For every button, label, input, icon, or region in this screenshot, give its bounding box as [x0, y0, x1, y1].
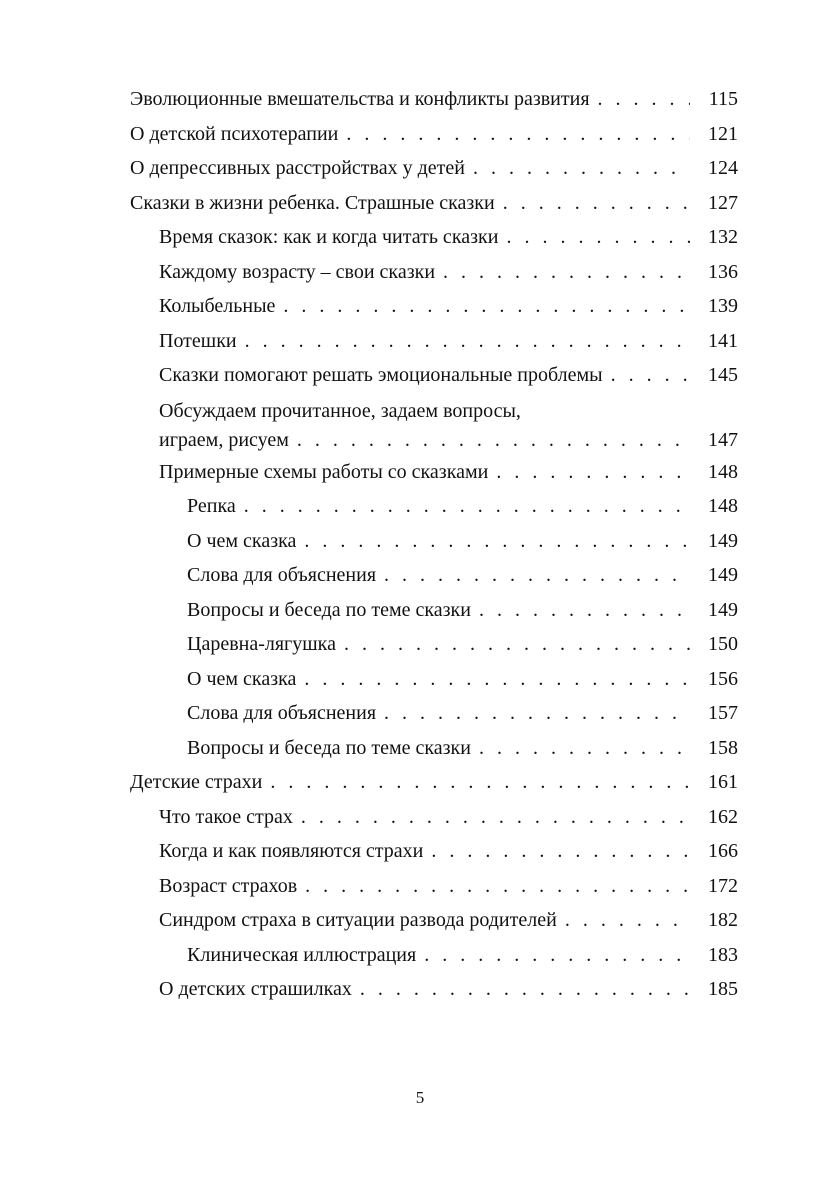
leader-dots — [498, 220, 690, 255]
toc-entry-title: Время сказок: как и когда читать сказки — [159, 226, 499, 248]
leader-dots — [495, 186, 690, 221]
toc-entry — [130, 489, 738, 524]
leader-dots — [557, 903, 690, 938]
leader-dots — [289, 425, 690, 455]
toc-entry-page: 162 — [708, 805, 738, 828]
toc-entry-page: 124 — [708, 157, 738, 179]
leader-dots — [262, 765, 690, 800]
toc-entry-page: 121 — [708, 122, 738, 145]
table-of-contents — [130, 82, 738, 1007]
toc-entry-page: 182 — [708, 909, 738, 931]
toc-entry-title: Примерные схемы работы со сказками — [159, 460, 489, 483]
leader-dots — [435, 255, 690, 290]
toc-entry — [130, 558, 738, 593]
toc-entry-title: Эволюционные вмешательства и конфликты развития — [130, 88, 590, 110]
leader-dots — [376, 558, 690, 593]
toc-entry — [130, 731, 738, 766]
toc-entry — [130, 289, 738, 324]
toc-entry-title: Сказки в жизни ребенка. Страшные сказки — [130, 191, 495, 214]
toc-entry-title: Что такое страх — [159, 805, 293, 828]
toc-entry — [130, 358, 738, 393]
toc-entry-page: 115 — [708, 88, 738, 110]
toc-entry — [130, 972, 738, 1007]
toc-entry — [130, 324, 738, 359]
leader-dots — [352, 972, 690, 1007]
toc-entry — [130, 117, 738, 152]
toc-entry-title: О депрессивных расстройствах у детей — [130, 157, 465, 179]
toc-entry-title: О чем сказка — [187, 529, 297, 552]
toc-entry-page: 156 — [708, 667, 738, 690]
toc-entry — [130, 800, 738, 835]
toc-entry — [130, 938, 738, 973]
toc-entry-title-line-2: играем, рисуем — [159, 428, 289, 451]
toc-entry — [130, 903, 738, 938]
toc-entry-page: 127 — [708, 191, 738, 214]
toc-entry-page: 136 — [708, 260, 738, 283]
toc-entry-title: Слова для объяснения — [187, 702, 377, 724]
toc-entry-title: Колыбельные — [159, 295, 276, 317]
toc-entry-page: 148 — [708, 460, 738, 483]
toc-entry-title: Когда и как появляются страхи — [159, 840, 424, 862]
leader-dots — [296, 662, 690, 697]
toc-entry-title: Вопросы и беседа по теме сказки — [187, 598, 471, 621]
toc-entry-title: Сказки помогают решать эмоциональные проблемы — [159, 364, 603, 386]
toc-entry-page: 149 — [708, 598, 738, 621]
toc-entry-page: 145 — [708, 364, 738, 386]
toc-entry-page: 139 — [708, 295, 738, 317]
toc-entry — [130, 82, 738, 117]
toc-entry-page: 141 — [708, 329, 738, 352]
toc-entry-page: 172 — [708, 874, 738, 897]
page-number: 5 — [415, 1088, 425, 1107]
toc-entry-page: 158 — [708, 736, 738, 759]
leader-dots — [465, 151, 690, 186]
leader-dots — [471, 593, 690, 628]
toc-entry-page: 150 — [708, 633, 738, 655]
toc-entry — [130, 869, 738, 904]
toc-entry — [130, 455, 738, 490]
toc-entry — [130, 696, 738, 731]
toc-entry-title: О детской психотерапии — [130, 122, 339, 145]
leader-dots — [488, 455, 690, 490]
toc-entry — [130, 627, 738, 662]
toc-entry — [130, 524, 738, 559]
toc-entry-title: Слова для объяснения — [187, 564, 377, 586]
leader-dots — [297, 869, 690, 904]
toc-entry-title: Репка — [187, 495, 236, 517]
toc-entry-page: 166 — [708, 840, 738, 862]
leader-dots — [338, 117, 690, 152]
toc-entry-page: 147 — [708, 428, 738, 451]
toc-entry-title: Царевна-лягушка — [187, 633, 336, 655]
toc-entry — [130, 151, 738, 186]
toc-entry-page: 149 — [708, 564, 738, 586]
leader-dots — [603, 358, 690, 393]
toc-entry-page: 161 — [708, 771, 738, 793]
leader-dots — [336, 627, 690, 662]
toc-entry-title: Детские страхи — [130, 771, 263, 793]
leader-dots — [237, 324, 690, 359]
toc-entry — [130, 255, 738, 290]
toc-entry-page: 132 — [708, 226, 738, 248]
leader-dots — [590, 82, 690, 117]
toc-entry-page: 148 — [708, 495, 738, 517]
toc-entry-page: 183 — [708, 943, 738, 966]
toc-entry-title: О чем сказка — [187, 667, 297, 690]
toc-entry — [130, 186, 738, 221]
toc-entry-title: Клиническая иллюстрация — [187, 943, 417, 966]
toc-entry-page: 185 — [708, 978, 738, 1000]
toc-entry-title: Потешки — [159, 329, 237, 352]
leader-dots — [376, 696, 690, 731]
toc-entry-title: Синдром страха в ситуации развода родителей — [159, 909, 557, 931]
toc-entry-title: Каждому возрасту – свои сказки — [159, 260, 436, 283]
toc-entry — [130, 220, 738, 255]
toc-entry-title: Возраст страхов — [159, 874, 298, 897]
leader-dots — [236, 489, 690, 524]
leader-dots — [416, 938, 690, 973]
toc-entry-title-line-1: Обсуждаем прочитанное, задаем вопросы, — [159, 399, 521, 422]
toc-entry — [130, 662, 738, 697]
toc-entry-page: 157 — [708, 702, 738, 724]
toc-entry — [130, 765, 738, 800]
toc-entry-page: 149 — [708, 529, 738, 552]
toc-entry-title: Вопросы и беседа по теме сказки — [187, 736, 471, 759]
leader-dots — [423, 834, 690, 869]
toc-entry — [130, 593, 738, 628]
leader-dots — [296, 524, 690, 559]
toc-entry — [130, 393, 738, 455]
toc-entry — [130, 834, 738, 869]
leader-dots — [293, 800, 690, 835]
leader-dots — [471, 731, 690, 766]
toc-entry-title: О детских страшилках — [159, 978, 352, 1000]
leader-dots — [275, 289, 690, 324]
